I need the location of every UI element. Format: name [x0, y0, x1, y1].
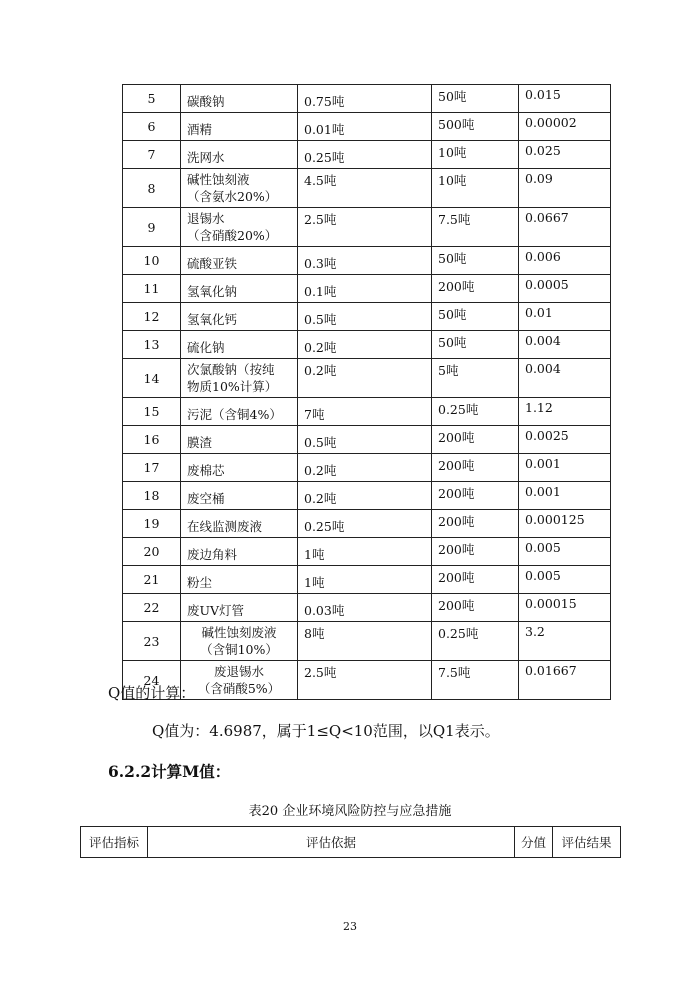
- q-ratio: 0.004: [519, 359, 611, 398]
- critical-quantity: 0.25吨: [432, 622, 519, 661]
- q-ratio: 0.001: [519, 454, 611, 482]
- storage-quantity: 1吨: [298, 566, 432, 594]
- row-number: 9: [123, 208, 181, 247]
- table-row: [123, 359, 611, 398]
- q-value-statement: Q值为：4.6987，属于1≤Q<10范围，以Q1表示。: [152, 722, 500, 740]
- q-ratio: 0.000125: [519, 510, 611, 538]
- substance-name: 粉尘: [181, 566, 298, 594]
- row-number: 7: [123, 141, 181, 169]
- q-ratio: 0.005: [519, 538, 611, 566]
- storage-quantity: 0.2吨: [298, 482, 432, 510]
- row-number: 11: [123, 275, 181, 303]
- storage-quantity: 0.75吨: [298, 85, 432, 113]
- critical-quantity: 7.5吨: [432, 208, 519, 247]
- q-ratio: 0.001: [519, 482, 611, 510]
- q-ratio: 0.0005: [519, 275, 611, 303]
- row-number: 18: [123, 482, 181, 510]
- substance-name: [181, 622, 298, 661]
- storage-quantity: 0.2吨: [298, 454, 432, 482]
- table-row: [123, 247, 611, 275]
- substance-name-line1: 退锡水: [187, 211, 225, 226]
- substance-name: [181, 661, 298, 700]
- substance-name-line2: （含铜10%）: [200, 642, 278, 657]
- table-row: [123, 426, 611, 454]
- row-number: 12: [123, 303, 181, 331]
- substance-name: 硫酸亚铁: [181, 247, 298, 275]
- storage-quantity: 4.5吨: [298, 169, 432, 208]
- critical-quantity: 50吨: [432, 303, 519, 331]
- substance-name: [181, 208, 298, 247]
- storage-quantity: 0.1吨: [298, 275, 432, 303]
- storage-quantity: 0.5吨: [298, 426, 432, 454]
- critical-quantity: 200吨: [432, 426, 519, 454]
- section-heading: 6.2.2计算M值：: [108, 762, 231, 781]
- header-score: 分值: [515, 827, 553, 858]
- critical-quantity: 200吨: [432, 510, 519, 538]
- page-number: 23: [343, 920, 357, 933]
- critical-quantity: 5吨: [432, 359, 519, 398]
- row-number: 22: [123, 594, 181, 622]
- critical-quantity: 200吨: [432, 275, 519, 303]
- critical-quantity: 200吨: [432, 538, 519, 566]
- critical-quantity: 200吨: [432, 594, 519, 622]
- substance-name-line2: （含硝酸5%）: [197, 681, 281, 696]
- row-number: 23: [123, 622, 181, 661]
- substance-name-line2: （含氨水20%）: [187, 189, 278, 204]
- row-number: 24: [123, 661, 181, 700]
- storage-quantity: 0.25吨: [298, 141, 432, 169]
- critical-quantity: 0.25吨: [432, 398, 519, 426]
- table-row: [123, 510, 611, 538]
- substance-name-line1: 废退锡水: [213, 664, 264, 679]
- q-ratio: 0.004: [519, 331, 611, 359]
- storage-quantity: 8吨: [298, 622, 432, 661]
- row-number: 19: [123, 510, 181, 538]
- table-row: [123, 454, 611, 482]
- row-number: 5: [123, 85, 181, 113]
- storage-quantity: 0.3吨: [298, 247, 432, 275]
- table-row: [123, 85, 611, 113]
- substance-name-line1: 碱性蚀刻废液: [201, 625, 277, 640]
- q-ratio: 0.00002: [519, 113, 611, 141]
- critical-quantity: 50吨: [432, 331, 519, 359]
- table-row: [123, 303, 611, 331]
- row-number: 8: [123, 169, 181, 208]
- q-ratio: 0.015: [519, 85, 611, 113]
- row-number: 10: [123, 247, 181, 275]
- table-row: [123, 275, 611, 303]
- substance-name: 硫化钠: [181, 331, 298, 359]
- critical-quantity: 200吨: [432, 454, 519, 482]
- critical-quantity: 200吨: [432, 482, 519, 510]
- substance-name: 洗网水: [181, 141, 298, 169]
- table-row: [123, 482, 611, 510]
- q-ratio: 0.005: [519, 566, 611, 594]
- storage-quantity: 2.5吨: [298, 661, 432, 700]
- critical-quantity: 500吨: [432, 113, 519, 141]
- table-row: [123, 594, 611, 622]
- hazard-substance-table: [122, 84, 611, 700]
- table-row: [123, 141, 611, 169]
- storage-quantity: 0.01吨: [298, 113, 432, 141]
- critical-quantity: 7.5吨: [432, 661, 519, 700]
- header-basis: 评估依据: [148, 827, 515, 858]
- q-ratio: 0.0025: [519, 426, 611, 454]
- q-ratio: 0.01: [519, 303, 611, 331]
- critical-quantity: 10吨: [432, 141, 519, 169]
- substance-name: 碳酸钠: [181, 85, 298, 113]
- q-ratio: 0.025: [519, 141, 611, 169]
- storage-quantity: 0.03吨: [298, 594, 432, 622]
- table-header-row: [81, 827, 621, 858]
- q-ratio: 3.2: [519, 622, 611, 661]
- risk-control-table: [80, 826, 621, 858]
- table-row: [123, 661, 611, 700]
- storage-quantity: 0.25吨: [298, 510, 432, 538]
- substance-name: 膜渣: [181, 426, 298, 454]
- substance-name-line1: 碱性蚀刻液: [187, 172, 250, 187]
- table-row: [123, 169, 611, 208]
- substance-name: 氢氧化钙: [181, 303, 298, 331]
- substance-name: 在线监测废液: [181, 510, 298, 538]
- substance-name: 废棉芯: [181, 454, 298, 482]
- substance-name: 酒精: [181, 113, 298, 141]
- q-ratio: 1.12: [519, 398, 611, 426]
- table-caption: 表20 企业环境风险防控与应急措施: [248, 804, 452, 819]
- substance-name-line1: 次氯酸钠（按纯: [187, 362, 275, 377]
- row-number: 20: [123, 538, 181, 566]
- substance-name: 废边角料: [181, 538, 298, 566]
- table-row: [123, 538, 611, 566]
- q-ratio: 0.006: [519, 247, 611, 275]
- table-row: [123, 208, 611, 247]
- q-ratio: 0.01667: [519, 661, 611, 700]
- header-result: 评估结果: [553, 827, 621, 858]
- storage-quantity: 0.2吨: [298, 331, 432, 359]
- storage-quantity: 0.5吨: [298, 303, 432, 331]
- substance-name: [181, 359, 298, 398]
- critical-quantity: 10吨: [432, 169, 519, 208]
- substance-name-line2: （含硝酸20%）: [187, 228, 278, 243]
- table-row: [123, 398, 611, 426]
- table-row: [123, 331, 611, 359]
- row-number: 14: [123, 359, 181, 398]
- q-calculation-title: Q值的计算：: [108, 684, 196, 702]
- critical-quantity: 50吨: [432, 85, 519, 113]
- substance-name: 氢氧化钠: [181, 275, 298, 303]
- row-number: 15: [123, 398, 181, 426]
- q-ratio: 0.00015: [519, 594, 611, 622]
- q-ratio: 0.09: [519, 169, 611, 208]
- row-number: 13: [123, 331, 181, 359]
- storage-quantity: 0.2吨: [298, 359, 432, 398]
- row-number: 16: [123, 426, 181, 454]
- critical-quantity: 50吨: [432, 247, 519, 275]
- substance-name: 污泥（含铜4%）: [181, 398, 298, 426]
- storage-quantity: 1吨: [298, 538, 432, 566]
- row-number: 17: [123, 454, 181, 482]
- substance-name-line2: 物质10%计算）: [187, 379, 278, 394]
- substance-name: [181, 169, 298, 208]
- storage-quantity: 7吨: [298, 398, 432, 426]
- table-row: [123, 113, 611, 141]
- header-indicator: 评估指标: [81, 827, 148, 858]
- row-number: 21: [123, 566, 181, 594]
- substance-name: 废空桶: [181, 482, 298, 510]
- table-row: [123, 622, 611, 661]
- storage-quantity: 2.5吨: [298, 208, 432, 247]
- row-number: 6: [123, 113, 181, 141]
- substance-name: 废UV灯管: [181, 594, 298, 622]
- critical-quantity: 200吨: [432, 566, 519, 594]
- q-ratio: 0.0667: [519, 208, 611, 247]
- table-row: [123, 566, 611, 594]
